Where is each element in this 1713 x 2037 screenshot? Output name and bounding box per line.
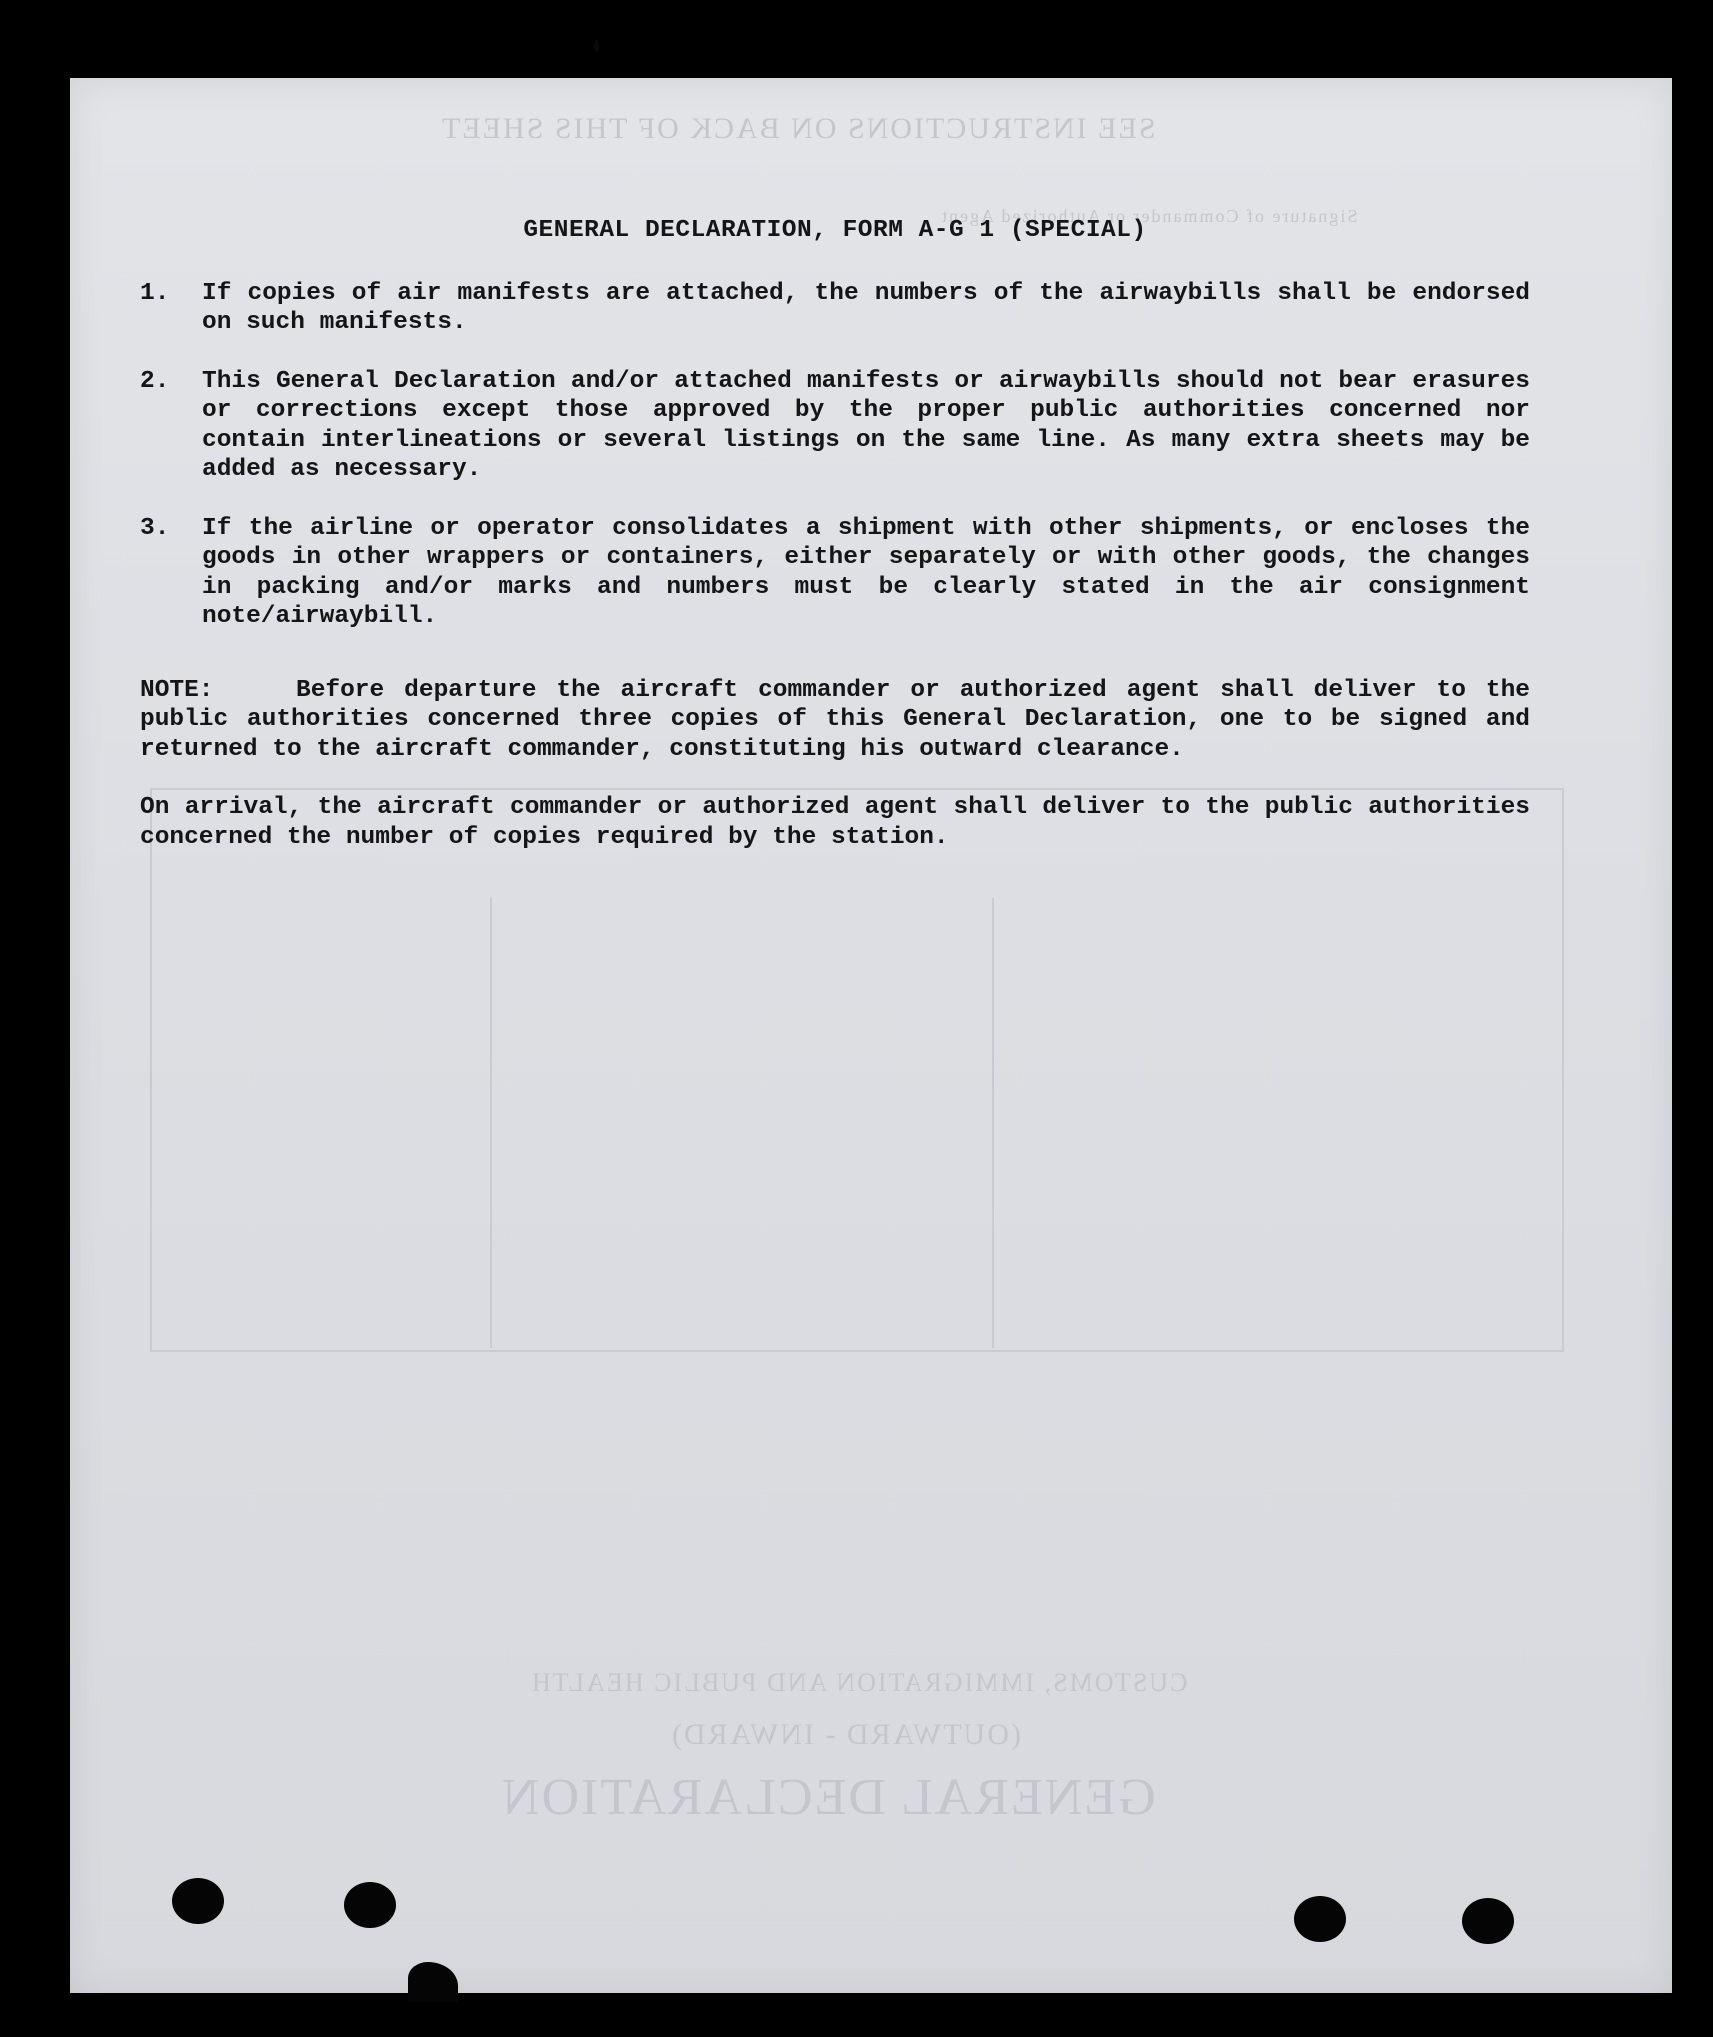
item-number: 1. (140, 279, 170, 307)
instruction-item-1 (140, 279, 1530, 338)
punch-hole-right-2 (1462, 1898, 1514, 1944)
item-text: If the airline or operator consolidates a shipment with other shipments, or encloses the goods in other wrappers or containers, either separately or with other goods, the changes in packing and/or marks and numbers must be clearly stated in the air consignment note/airwaybill. (202, 514, 1530, 630)
item-number: 2. (140, 367, 170, 395)
item-text: This General Declaration and/or attached manifests or airwaybills should not bear erasures or corrections except those approved by the proper public authorities concerned nor contain interlineations or several listings on the same line. As many extra sheets may be added as necessary. (202, 367, 1530, 483)
instruction-item-2 (140, 367, 1530, 485)
punch-hole-right-1 (1294, 1896, 1346, 1942)
page-title: GENERAL DECLARATION, FORM A-G 1 (SPECIAL) (523, 217, 1147, 244)
show-through-table-col (490, 898, 994, 1348)
item-text: If copies of air manifests are attached, the numbers of the airwaybills shall be endorsed on such manifests. (202, 279, 1530, 336)
arrival-paragraph: On arrival, the aircraft commander or authorized agent shall deliver to the public authorities concerned the number of copies required by the station. (140, 794, 1530, 851)
show-through-footer-3: GENERAL DECLARATION (500, 1769, 1156, 1826)
show-through-heading: SEE INSTRUCTIONS ON BACK OF THIS SHEET (440, 112, 1156, 145)
show-through-line: Signature of Commander or Authorized Agent (940, 206, 1358, 226)
scan-speck (594, 40, 599, 52)
instruction-item-3 (140, 514, 1530, 632)
note-text: Before departure the aircraft commander or authorized agent shall deliver to the public authorities concerned three copies of this General Declaration, one to be signed and returned to the aircraft commander, constituting his outward clearance. (140, 676, 1530, 763)
note-paragraph (140, 676, 1530, 765)
note-label: NOTE: (140, 676, 214, 704)
punch-hole-left-1 (172, 1878, 224, 1924)
show-through-footer-2: (OUTWARD - INWARD) (670, 1718, 1021, 1751)
item-number: 3. (140, 514, 170, 542)
punch-hole-left-2 (344, 1882, 396, 1928)
show-through-footer-1: CUSTOMS, IMMIGRATION AND PUBLIC HEALTH (530, 1668, 1188, 1697)
instructions-block (140, 216, 1530, 852)
